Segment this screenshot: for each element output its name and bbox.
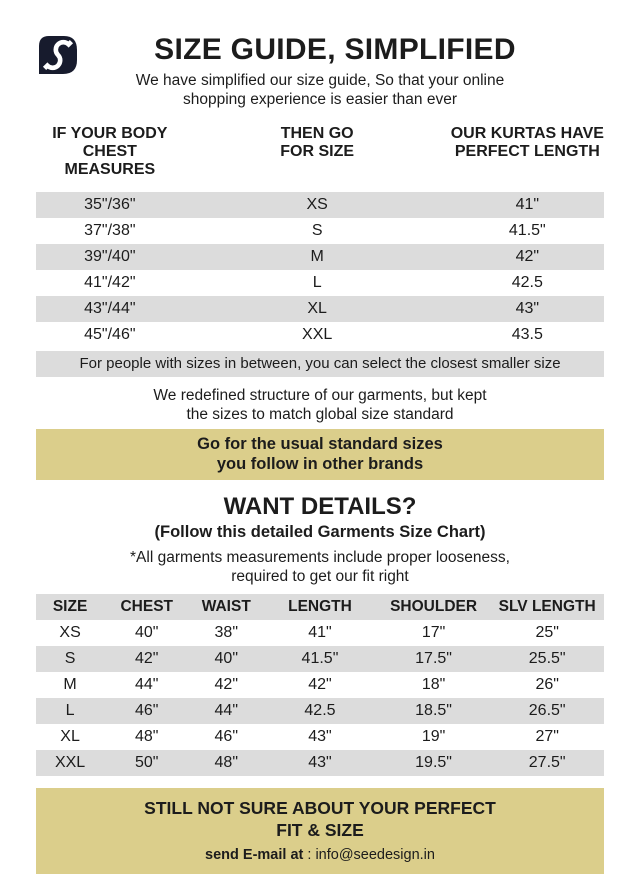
note-line: We redefined structure of our garments, but kept bbox=[153, 387, 487, 404]
column-header-shoulder: SHOULDER bbox=[377, 594, 491, 620]
subtitle-line: We have simplified our size guide, So that your online bbox=[135, 72, 505, 89]
banner-line: STILL NOT SURE ABOUT YOUR PERFECT bbox=[144, 798, 496, 818]
table-cell: 27" bbox=[535, 728, 559, 745]
sizes-in-between-note: For people with sizes in between, you can select the closest smaller size bbox=[36, 351, 604, 377]
header-line: FOR SIZE bbox=[280, 143, 355, 160]
see-design-logo bbox=[36, 33, 80, 77]
table-cell: 17" bbox=[421, 624, 446, 641]
table-cell: 27.5" bbox=[528, 754, 566, 771]
table-row bbox=[36, 192, 604, 218]
table-cell: 19" bbox=[421, 728, 446, 745]
table-cell: 19.5" bbox=[415, 754, 452, 771]
table-cell: 43" bbox=[515, 300, 540, 317]
table-cell: 43" bbox=[308, 754, 332, 771]
table-cell: 41" bbox=[308, 624, 332, 641]
column-header-chest bbox=[36, 125, 184, 192]
note-line: required to get our fit right bbox=[231, 568, 409, 585]
table-cell: 45"/46" bbox=[84, 326, 136, 343]
table-cell: 42.5 bbox=[304, 702, 336, 719]
table-cell: 39"/40" bbox=[84, 248, 136, 265]
column-header-length: LENGTH bbox=[263, 594, 377, 620]
table-cell: 42" bbox=[308, 676, 332, 693]
table-row bbox=[36, 646, 604, 672]
table-cell: 41" bbox=[515, 196, 540, 213]
table-row bbox=[36, 244, 604, 270]
column-header-length bbox=[451, 125, 604, 192]
table-cell: XXL bbox=[54, 754, 86, 771]
table-cell: 46" bbox=[214, 728, 238, 745]
table-cell: 43"/44" bbox=[84, 300, 136, 317]
table-row bbox=[36, 322, 604, 348]
table-row bbox=[36, 750, 604, 776]
table-cell: XL bbox=[60, 728, 80, 745]
table-cell: L bbox=[65, 702, 75, 719]
table-cell: M bbox=[63, 676, 77, 693]
garments-header-row bbox=[36, 594, 604, 620]
table-cell: 48" bbox=[135, 728, 159, 745]
table-row bbox=[36, 296, 604, 322]
table-cell: 46" bbox=[135, 702, 159, 719]
table-cell: XXL bbox=[302, 326, 333, 343]
table-cell: 35"/36" bbox=[84, 196, 136, 213]
garments-size-chart bbox=[36, 594, 604, 776]
table-cell: S bbox=[64, 650, 76, 667]
table-cell: XS bbox=[59, 624, 81, 641]
table-cell: 41"/42" bbox=[84, 274, 136, 291]
logo-icon bbox=[36, 33, 80, 77]
table-cell: XS bbox=[306, 196, 328, 213]
table-row bbox=[36, 724, 604, 750]
redefined-structure-note bbox=[0, 386, 640, 424]
looseness-note bbox=[0, 548, 640, 586]
table-cell: 40" bbox=[214, 650, 238, 667]
table-cell: 48" bbox=[214, 754, 238, 771]
table-cell: 26.5" bbox=[528, 702, 566, 719]
standard-sizes-banner bbox=[36, 429, 604, 480]
table-row bbox=[36, 218, 604, 244]
column-header-waist: WAIST bbox=[189, 594, 263, 620]
column-header-size bbox=[184, 125, 451, 192]
contact-email-line bbox=[36, 847, 604, 863]
table-cell: S bbox=[311, 222, 323, 239]
note-line: *All garments measurements include proper looseness, bbox=[130, 549, 510, 566]
table-cell: 50" bbox=[135, 754, 159, 771]
want-details-title: WANT DETAILS? bbox=[223, 493, 417, 520]
contact-banner bbox=[36, 788, 604, 874]
table-cell: 44" bbox=[214, 702, 238, 719]
table-cell: 42" bbox=[214, 676, 238, 693]
table-cell: 25" bbox=[535, 624, 559, 641]
table-cell: 42" bbox=[135, 650, 159, 667]
email-label: send E-mail at bbox=[205, 847, 304, 863]
column-header-slv-length: SLV LENGTH bbox=[490, 594, 604, 620]
note-line: the sizes to match global size standard bbox=[186, 406, 454, 423]
table-cell: 41.5" bbox=[508, 222, 546, 239]
table-row bbox=[36, 620, 604, 646]
want-details-subtitle: (Follow this detailed Garments Size Chart) bbox=[154, 523, 486, 541]
table-cell: 42" bbox=[515, 248, 540, 265]
table-cell: 43.5 bbox=[511, 326, 543, 343]
table-row bbox=[36, 698, 604, 724]
header-line: IF YOUR BODY bbox=[52, 125, 168, 142]
table-cell: 18" bbox=[421, 676, 446, 693]
banner-line: FIT & SIZE bbox=[276, 820, 364, 840]
subtitle-line: shopping experience is easier than ever bbox=[182, 91, 457, 108]
table-cell: 44" bbox=[135, 676, 159, 693]
table-cell: 26" bbox=[535, 676, 559, 693]
table-cell: 17.5" bbox=[415, 650, 452, 667]
banner-line: Go for the usual standard sizes bbox=[197, 435, 443, 453]
column-header-chest: CHEST bbox=[104, 594, 189, 620]
conversion-header-row bbox=[36, 125, 604, 192]
table-row bbox=[36, 270, 604, 296]
table-cell: 25.5" bbox=[528, 650, 566, 667]
table-cell: 37"/38" bbox=[84, 222, 136, 239]
table-cell: L bbox=[312, 274, 322, 291]
email-separator: : bbox=[303, 847, 316, 863]
table-cell: XL bbox=[307, 300, 327, 317]
table-cell: 42.5 bbox=[511, 274, 543, 291]
table-cell: 18.5" bbox=[415, 702, 452, 719]
column-header-size: SIZE bbox=[36, 594, 104, 620]
table-cell: 40" bbox=[135, 624, 159, 641]
header-line: THEN GO bbox=[280, 125, 354, 142]
page-subtitle bbox=[0, 71, 640, 109]
header-line: CHEST MEASURES bbox=[64, 143, 156, 178]
table-cell: 38" bbox=[214, 624, 238, 641]
header-line: PERFECT LENGTH bbox=[454, 143, 600, 160]
table-cell: 43" bbox=[308, 728, 332, 745]
size-conversion-table bbox=[36, 125, 604, 348]
email-address: info@seedesign.in bbox=[315, 847, 435, 863]
table-cell: 41.5" bbox=[301, 650, 339, 667]
table-row bbox=[36, 672, 604, 698]
header-line: OUR KURTAS HAVE bbox=[450, 125, 604, 142]
page-title: SIZE GUIDE, SIMPLIFIED bbox=[154, 33, 516, 66]
table-cell: M bbox=[310, 248, 324, 265]
banner-line: you follow in other brands bbox=[216, 455, 424, 473]
